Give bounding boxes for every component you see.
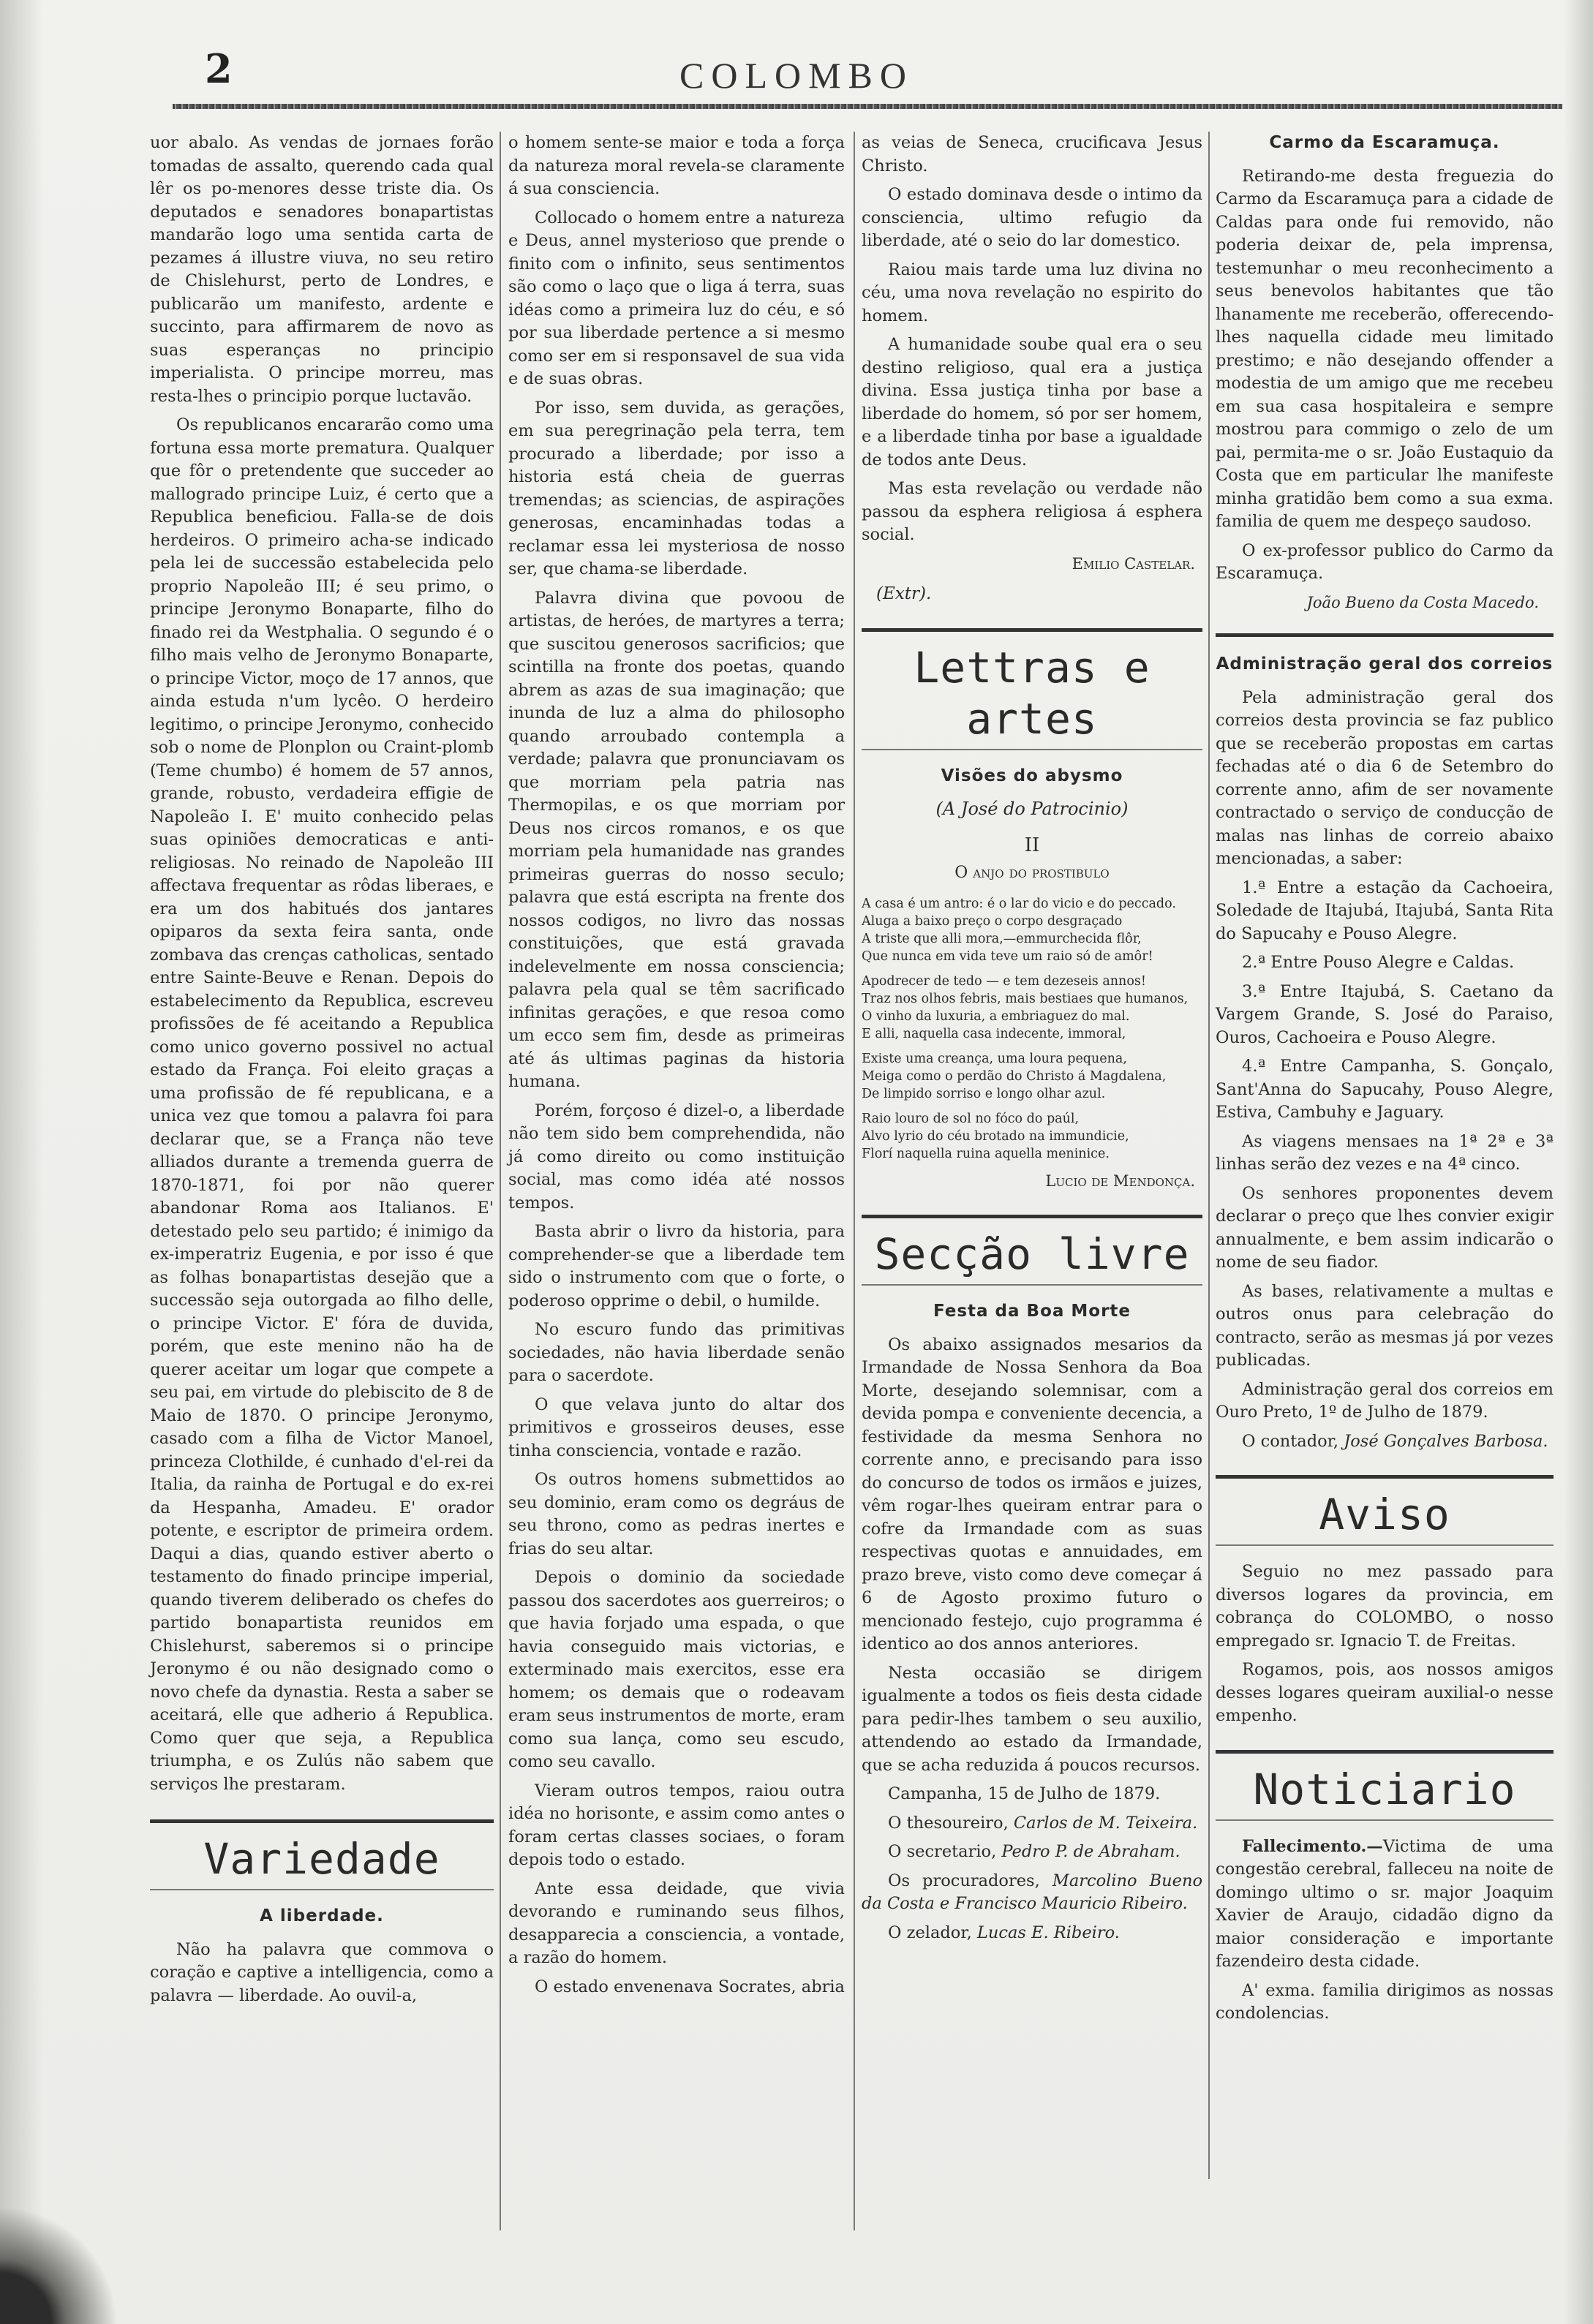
signer-role: O contador, — [1242, 1431, 1344, 1451]
officer-line — [862, 1812, 1202, 1836]
masthead: COLOMBO — [679, 55, 914, 96]
verse-line: Que nunca em vida teve um raio só de amôr! — [862, 948, 1153, 964]
paragraph: Os republicanos encararão como uma fortuna essa morte prematura. Qualquer que fôr o pretendente que succeder ao mallogrado principe Luiz, é certo que a Republica beneficiou. Falla-se de dois herdeiros. O primeiro acha-se indicado pela lei de successão estabelecida pelo proprio Napoleão III; é seu primo, o principe Jeronymo Bonaparte, filho do finado rei da Westphalia. O segundo é o filho mais velho de Jeronymo Bonaparte, o principe Victor, moço de 17 annos, que ainda estuda n'um lycêo. O herdeiro legitimo, o principe Jeronymo, conhecido sob o nome de Plonplon ou Craint-plomb (Teme chumbo) é homem de 57 annos, grande, robusto, verdadeira effigie de Napoleão I. E' muito conhecido pelas suas opiniões democraticas e anti-religiosas. No reinado de Napoleão III affectava frequentar as rôdas liberaes, e era um dos habitués dos jantares opiparos da sexta feira santa, onde zombava das crenças catholicas, sentado entre Sainte-Beuve e Renan. Depois do estabelecimento da Republica, escreveu profissões de fé aceitando a Republica como unico governo possivel no actual estado da França. Foi eleito graças a uma profissão de fé republicana, e a unica vez que tomou a palavra foi para declarar que, se a França não teve alliados durante a tremenda guerra de 1870-1871, foi por não querer abandonar Roma aos Italianos. E' detestado pelo seu partido; é inimigo da ex-imperatriz Eugenia, e por isso é que as folhas bonapartistas desejão que a successão seja outorgada ao filho delle, o principe Victor. E' fóra de duvida, porém, que este menino não ha de querer aceitar um logar que compete a seu pai, em virtude do plebiscito de 8 de Maio de 1870. O principe Jeronymo, casado com a filha de Victor Manoel, princeza Clothilde, é cunhado d'el-rei da Italia, da rainha de Portugal e do ex-rei da Hespanha, Amadeu. E' orador potente, e escriptor de primeira ordem. Daqui a dias, quando estiver aberto o testamento do finado principe imperial, quando tiverem deliberado os chefes do partido bonapartista reunidos em Chislehurst, saberemos si o principe Jeronymo é ou não designado como o novo chefe da dynastia. Resta a saber se aceitará, elle que adherio á Republica. Como quer que seja, a Republica triumpha, e os Zulús não sabem que serviços lhe prestaram. — [150, 415, 494, 1794]
paragraph: Basta abrir o livro da historia, para comprehender-se que a liberdade tem sido o instrumento com que o forte, o poderoso opprime o debil, o humilde. — [508, 1222, 845, 1310]
verse-line: Meiga como o perdão do Christo á Magdalena, — [862, 1068, 1167, 1084]
officer-line — [862, 1870, 1202, 1916]
paragraph: 4.ª Entre Campanha, S. Gonçalo, Sant'Anna do Sapucahy, Pouso Alegre, Estiva, Cambuhy e Jaguary. — [1216, 1057, 1554, 1122]
paragraph: Palavra divina que povoou de artistas, de heróes, de martyres a terra; que suscitou generosos sacrificios; que scintilla na fronte dos poetas, quando abrem as azas de sua imaginação; que inunda de luz a alma do philosopho quando arroubado contempla a verdade; palavra que pronunciavam os que morriam pela patria nas Thermopilas, e os que morriam por Deus nos circos romanos, e os que morriam pela humanidade nas grandes primeiras guerras do nosso seculo; palavra que está escripta na frente dos nossos codigos, no livro das nossas constituições, que está gravada indelevelmente em nossa consciencia; palavra pela qual se têm sacrificado infinitas gerações, e que resoa como um ecco sem fim, desde as primeiras até ás ultimas paginas da historia humana. — [508, 588, 845, 1091]
section-rule — [1216, 633, 1554, 637]
paragraph: Collocado o homem entre a natureza e Deus, annel mysterioso que prende o finito com o infinito, seus sentimentos são como o laço que o liga á terra, suas idéas como a primeira luz do céu, e só por sua liberdade pertence a si mesmo como ser em si responsavel de sua vida e de suas obras. — [508, 208, 845, 388]
paragraph: O que velava junto do altar dos primitivos e grosseiros deuses, esse tinha consciencia, vontade e razão. — [508, 1395, 845, 1460]
paragraph: Porém, forçoso é dizel-o, a liberdade não tem sido bem comprehendida, não já como direito ou como instituição social, mas como idéa até nossos tempos. — [508, 1101, 845, 1212]
paragraph: A' exma. familia dirigimos as nossas condolencias. — [1216, 1980, 1554, 2023]
officer-name: Carlos de M. Teixeira. — [1013, 1813, 1198, 1833]
section-banner-variedade: Variedade — [150, 1819, 494, 1890]
page-number: 2 — [205, 45, 233, 92]
poem-dedication: (A José do Patrocinio) — [935, 799, 1129, 819]
paragraph: Retirando-me desta freguezia do Carmo da Escaramuça para a cidade de Caldas para onde fui removido, não poderia deixar de, pela imprensa, testemunhar o meu reconhecimento a seus benevolos habitantes que tão lhanamente me receberão, offerecendo-lhes naquella cidade meu limitado prestimo; e não desejando offender a modestia de um amigo que me recebeu em sua casa hospitaleira e sempre mostrou para commigo o zelo de um pai, permita-me o sr. João Eustaquio da Costa que em particular lhe manifeste minha gratidão bem como a sua exma. familia de quem me despeço saudoso. — [1216, 166, 1554, 531]
page-edge-shadow-right — [1564, 0, 1593, 2324]
signature-line — [1216, 1430, 1554, 1454]
news-item-text: Victima de uma congestão cerebral, falleceu na noite de domingo ultimo o sr. major Joaquim Xavier de Araujo, cidadão digno da maior consideração e importante fazendeiro desta cidade. — [1216, 1836, 1554, 1971]
paragraph: As bases, relativamente a multas e outros onus para celebração do contracto, serão as mesmas já por vezes publicadas. — [1216, 1281, 1554, 1370]
section-banner-seccao-livre: Secção livre — [862, 1215, 1202, 1286]
verse-line: Raio louro de sol no fóco do paúl, — [862, 1111, 1080, 1126]
news-item — [1216, 1836, 1554, 1974]
verse-line: De limpido sorriso e longo olhar azul. — [862, 1086, 1106, 1101]
header-rule — [173, 104, 1562, 109]
verse-line: A casa é um antro: é o lar do vicio e do peccado. — [862, 896, 1176, 911]
section-banner-aviso: Aviso — [1216, 1475, 1554, 1546]
paragraph: Administração geral dos correios em Ouro Preto, 1º de Julho de 1879. — [1216, 1379, 1554, 1422]
paragraph: Não ha palavra que commova o coração e captive a intelligencia, como a palavra — liberdade. Ao ouvil-a, — [150, 1939, 494, 2005]
paragraph: Por isso, sem duvida, as gerações, em sua peregrinação pela terra, tem procurado a liberdade; por isso a historia está cheia de guerras tremendas; as sciencias, de aspirações generosas, encaminhadas todas a reclamar essa lei mysteriosa de nosso ser, que chama-se liberdade. — [508, 398, 845, 578]
paragraph: Raiou mais tarde uma luz divina no céu, uma nova revelação no espirito do homem. — [862, 260, 1202, 325]
column-divider — [854, 132, 855, 2230]
paragraph: Vieram outros tempos, raiou outra idéa no horisonte, e assim como antes o foram certas classes sociaes, o foram depois todo o estado. — [508, 1781, 845, 1869]
paragraph: O estado envenenava Socrates, abria — [535, 1977, 845, 1996]
paragraph: O ex-professor publico do Carmo da Escaramuça. — [1216, 540, 1554, 583]
admin-notice — [1216, 687, 1554, 1454]
paragraph: Nesta occasião se dirigem igualmente a todos os fieis desta cidade para pedir-lhes tambem o seu auxilio, attendendo ao estado da Irmandade, que se acha reduzida á poucos recursos. — [862, 1663, 1202, 1775]
poem-stanza — [862, 1050, 1202, 1103]
signer-name: José Gonçalves Barbosa. — [1344, 1431, 1548, 1451]
verse-line: Apodrecer de tedo — e tem dezeseis annos! — [862, 973, 1146, 989]
section-banner-lettras: Lettras e artes — [862, 628, 1202, 750]
scan-binding-shadow — [0, 2179, 132, 2324]
paragraph: Os abaixo assignados mesarios da Irmandade de Nossa Senhora da Boa Morte, desejando solemnisar, com a devida pompa e conveniente decencia, a festividade da mesma Senhora no corrente anno, e precisando para isso do concurso de todos os irmãos e juizes, vêm rogar-lhes queiram entrar para o cofre da Irmandade com as suas respectivas quotas e annuidades, em prazo breve, visto como deve começar á 6 de Agosto proximo futuro o mencionado festejo, cujo programma é identico ao dos annos anteriores. — [862, 1335, 1202, 1653]
verse-line: E alli, naquella casa indecente, immoral, — [862, 1026, 1126, 1041]
poem-signature: Lucio de Mendonça. — [1045, 1172, 1195, 1190]
column-4 — [1216, 132, 1554, 2031]
verse-line: A triste que alli mora,—emmurchecida flôr, — [862, 931, 1142, 946]
poem-stanza — [862, 895, 1202, 965]
page-edge-shadow — [0, 0, 44, 2324]
news-item-lead: Fallecimento.— — [1242, 1836, 1383, 1856]
carmo-signature: João Bueno da Costa Macedo. — [1306, 593, 1539, 611]
admin-title: Administração geral dos correios — [1216, 654, 1554, 674]
section-banner-noticiario: Noticiario — [1216, 1750, 1554, 1821]
paragraph: No escuro fundo das primitivas sociedades, não havia liberdade senão para o sacerdote. — [508, 1320, 845, 1385]
verse-line: Alvo lyrio do céu brotado na immundicie, — [862, 1128, 1129, 1144]
poem-stanza — [862, 1110, 1202, 1163]
column-1 — [150, 132, 494, 2013]
paragraph: uor abalo. As vendas de jornaes forão tomadas de assalto, querendo cada qual lêr os po-menores desse triste dia. Os deputados e senadores bonapartistas mandarão logo uma sentida carta de pezames á illustre viuva, no seu retiro de Chislehurst, perto de Londres, e publicarão um manifesto, ardente e succinto, para affirmarem de novo as suas esperanças no principio imperialista. O principe morreu, mas resta-lhes o principio porque luctavão. — [150, 133, 494, 406]
paragraph: Campanha, 15 de Julho de 1879. — [888, 1784, 1161, 1803]
paragraph: Seguio no mez passado para diversos logares da provincia, em cobrança do COLOMBO, o nosso empregado sr. Ignacio T. de Freitas. — [1216, 1562, 1554, 1650]
paragraph: A humanidade soube qual era o seu destino religioso, qual era a justiça divina. Essa justiça tinha por base a liberdade do homem, só por ser homem, e a liberdade tinha por base a igualdade de todos ante Deus. — [862, 335, 1202, 469]
paragraph: 3.ª Entre Itajubá, S. Caetano da Vargem Grande, S. José do Paraiso, Ouros, Cachoeira e Pouso Alegre. — [1216, 981, 1554, 1047]
paragraph: Pela administração geral dos correios desta provincia se faz publico que se receberão propostas em cartas fechadas até o dia 6 de Setembro do corrente anno, afim de ser novamente contractado o serviço de conducção de malas nas linhas de correio abaixo mencionadas, a saber: — [1216, 687, 1554, 868]
poem-stanza — [862, 973, 1202, 1043]
verse-line: Florí naquella ruina aquella meninice. — [862, 1146, 1110, 1161]
verse-line: Traz nos olhos febris, mais bestiaes que humanos, — [862, 991, 1189, 1006]
column-2 — [508, 132, 845, 2004]
carmo-title: Carmo da Escaramuça. — [1269, 133, 1500, 152]
author-signature: Emilio Castelar. — [1072, 554, 1195, 573]
column-divider — [500, 132, 501, 2230]
paragraph: Os senhores proponentes devem declarar o preço que lhes convier exigir annualmente, e bem assim indicarão o nome de seu fiador. — [1216, 1183, 1554, 1272]
extract-note: (Extr). — [876, 584, 932, 603]
paragraph: 2.ª Entre Pouso Alegre e Caldas. — [1242, 953, 1515, 972]
festa-title: Festa da Boa Morte — [933, 1302, 1131, 1321]
officer-role: O zelador, — [888, 1923, 977, 1942]
article-title: A liberdade. — [260, 1906, 384, 1925]
paragraph: o homem sente-se maior e toda a força da natureza moral revela-se claramente á sua consciencia. — [508, 133, 845, 198]
paragraph: As viagens mensaes na 1ª 2ª e 3ª linhas serão dez vezes e na 4ª cinco. — [1216, 1131, 1554, 1174]
officer-role: Os procuradores, — [888, 1871, 1052, 1890]
column-3 — [862, 132, 1202, 1950]
officer-name: Pedro P. de Abraham. — [1001, 1842, 1180, 1861]
paragraph: Rogamos, pois, aos nossos amigos desses logares queiram auxilial-o nesse empenho. — [1216, 1660, 1554, 1725]
officer-line — [862, 1841, 1202, 1864]
column-divider — [1208, 132, 1210, 2179]
paragraph: O estado dominava desde o intimo da consciencia, ultimo refugio da liberdade, até o seio do lar domestico. — [862, 185, 1202, 250]
paragraph: Ante essa deidade, que vivia devorando e ruminando seus filhos, desapparecia a consciencia, a vontade, a razão do homem. — [508, 1879, 845, 1967]
officer-name: Marcolino Bueno da Costa e Francisco Mauricio Ribeiro. — [862, 1871, 1202, 1913]
officer-role: O secretario, — [888, 1842, 1002, 1861]
poem-number: II — [1024, 834, 1040, 856]
officer-name: Lucas E. Ribeiro. — [976, 1923, 1120, 1942]
poem-title: Visões do abysmo — [941, 766, 1123, 785]
verse-line: Existe uma creança, uma loura pequena, — [862, 1051, 1127, 1066]
paragraph: Os outros homens submettidos ao seu dominio, eram como os degráus de seu throno, como as pedras inertes e frias do seu altar. — [508, 1470, 845, 1558]
officer-role: O thesoureiro, — [888, 1813, 1014, 1833]
paragraph: Mas esta revelação ou verdade não passou da esphera religiosa á esphera social. — [862, 479, 1202, 544]
officer-line — [862, 1922, 1202, 1945]
paragraph: Depois o dominio da sociedade passou dos sacerdotes aos guerreiros; o que havia forjado uma espada, o que havia conseguido mais victorias, e exterminado mais exercitos, esse era homem; os demais que o rodeavam eram seus instrumentos de morte, eram como sua lança, como seu escudo, como seu cavallo. — [508, 1568, 845, 1771]
verse-line: Aluga a baixo preço o corpo desgraçado — [862, 913, 1123, 929]
verse-line: O vinho da luxuria, a embriaguez do mal. — [862, 1008, 1130, 1024]
poem-subtitle: O anjo do prostibulo — [954, 864, 1110, 882]
paragraph: 1.ª Entre a estação da Cachoeira, Soledade de Itajubá, Itajubá, Santa Rita do Sapucahy e Pouso Alegre. — [1216, 878, 1554, 943]
paragraph: as veias de Seneca, crucificava Jesus Christo. — [862, 133, 1202, 176]
